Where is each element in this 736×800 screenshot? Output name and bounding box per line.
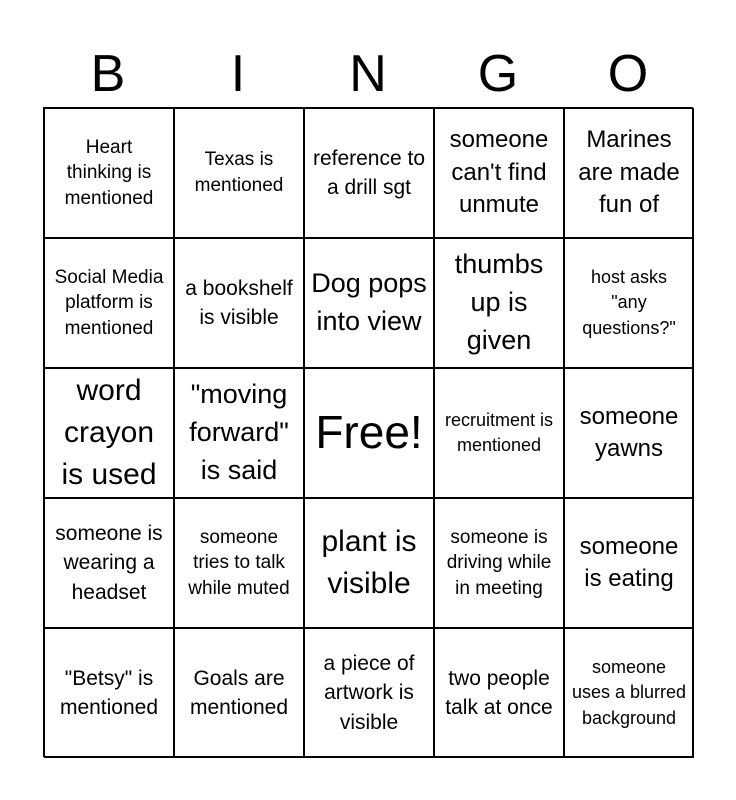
bingo-cell-1-2[interactable]: Texas is mentioned [174, 108, 304, 238]
bingo-cell-3-5[interactable]: someone yawns [564, 368, 694, 498]
bingo-cell-1-3[interactable]: reference to a drill sgt [304, 108, 434, 238]
header-letter-o: O [607, 45, 649, 103]
bingo-cell-4-3[interactable]: plant is visible [304, 498, 434, 628]
bingo-cell-1-5[interactable]: Marines are made fun of [564, 108, 694, 238]
bingo-cell-5-3[interactable]: a piece of artwork is visible [304, 628, 434, 758]
bingo-cell-1-4[interactable]: someone can't find unmute [434, 108, 564, 238]
bingo-cell-2-4[interactable]: thumbs up is given [434, 238, 564, 368]
bingo-cell-2-1[interactable]: Social Media platform is mentioned [44, 238, 174, 368]
bingo-cell-5-5[interactable]: someone uses a blurred background [564, 628, 694, 758]
bingo-cell-3-1[interactable]: word crayon is used [44, 368, 174, 498]
bingo-cell-1-1[interactable]: Heart thinking is mentioned [44, 108, 174, 238]
bingo-cell-2-3[interactable]: Dog pops into view [304, 238, 434, 368]
bingo-board [43, 107, 693, 757]
bingo-cell-5-1[interactable]: "Betsy" is mentioned [44, 628, 174, 758]
header-letter-g: G [477, 45, 519, 103]
header-letter-b: B [90, 45, 126, 103]
bingo-cell-3-4[interactable]: recruitment is mentioned [434, 368, 564, 498]
bingo-cell-4-1[interactable]: someone is wearing a headset [44, 498, 174, 628]
bingo-cell-2-5[interactable]: host asks "any questions?" [564, 238, 694, 368]
bingo-cell-2-2[interactable]: a bookshelf is visible [174, 238, 304, 368]
bingo-cell-4-4[interactable]: someone is driving while in meeting [434, 498, 564, 628]
bingo-cell-3-2[interactable]: "moving forward" is said [174, 368, 304, 498]
bingo-cell-5-4[interactable]: two people talk at once [434, 628, 564, 758]
bingo-cell-4-2[interactable]: someone tries to talk while muted [174, 498, 304, 628]
header-letter-i: I [230, 45, 246, 103]
bingo-cell-5-2[interactable]: Goals are mentioned [174, 628, 304, 758]
bingo-header [43, 40, 693, 108]
bingo-cell-4-5[interactable]: someone is eating [564, 498, 694, 628]
bingo-cell-free[interactable]: Free! [304, 368, 434, 498]
header-letter-n: N [349, 45, 387, 103]
